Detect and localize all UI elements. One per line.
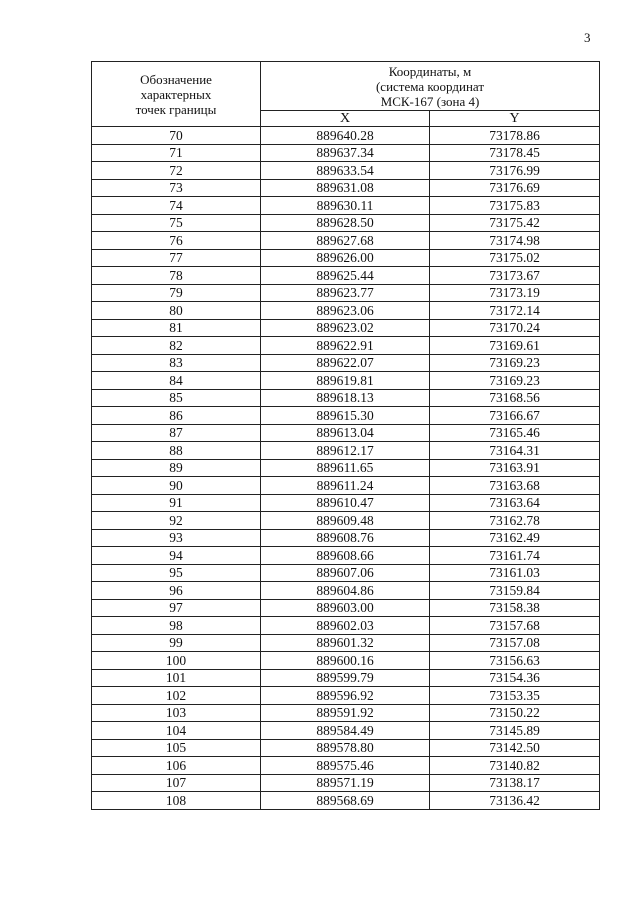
point-number-cell: 85 xyxy=(92,389,261,407)
header-coords-line1: Координаты, м xyxy=(388,63,472,79)
coordinates-table xyxy=(91,61,600,810)
y-coordinate-cell: 73159.84 xyxy=(430,582,600,600)
table-row xyxy=(92,722,600,740)
y-coordinate-cell: 73156.63 xyxy=(430,652,600,670)
table-row xyxy=(92,652,600,670)
table-row xyxy=(92,424,600,442)
x-coordinate-cell: 889637.34 xyxy=(261,144,430,162)
y-coordinate-cell: 73163.91 xyxy=(430,459,600,477)
y-coordinate-cell: 73172.14 xyxy=(430,302,600,320)
point-number-cell: 100 xyxy=(92,652,261,670)
y-coordinate-cell: 73169.23 xyxy=(430,372,600,390)
y-coordinate-cell: 73175.02 xyxy=(430,249,600,267)
table-row xyxy=(92,127,600,145)
table-row xyxy=(92,512,600,530)
table-row xyxy=(92,284,600,302)
y-coordinate-cell: 73161.74 xyxy=(430,547,600,565)
point-number-cell: 70 xyxy=(92,127,261,145)
table-row xyxy=(92,477,600,495)
table-row xyxy=(92,197,600,215)
point-number-cell: 88 xyxy=(92,442,261,460)
y-coordinate-cell: 73140.82 xyxy=(430,757,600,775)
x-coordinate-cell: 889611.24 xyxy=(261,477,430,495)
point-number-cell: 73 xyxy=(92,179,261,197)
point-number-cell: 71 xyxy=(92,144,261,162)
x-coordinate-cell: 889608.66 xyxy=(261,547,430,565)
y-coordinate-cell: 73178.45 xyxy=(430,144,600,162)
point-number-cell: 93 xyxy=(92,529,261,547)
table-row xyxy=(92,179,600,197)
header-coordinates xyxy=(261,62,600,111)
point-number-cell: 76 xyxy=(92,232,261,250)
y-coordinate-cell: 73169.23 xyxy=(430,354,600,372)
y-coordinate-cell: 73136.42 xyxy=(430,792,600,810)
table-row xyxy=(92,214,600,232)
x-coordinate-cell: 889602.03 xyxy=(261,617,430,635)
point-number-cell: 86 xyxy=(92,407,261,425)
table-row xyxy=(92,144,600,162)
y-coordinate-cell: 73157.68 xyxy=(430,617,600,635)
x-coordinate-cell: 889578.80 xyxy=(261,739,430,757)
table-row xyxy=(92,162,600,180)
table-row xyxy=(92,582,600,600)
header-coords-line3: МСК-167 (зона 4) xyxy=(380,93,480,109)
table-row xyxy=(92,337,600,355)
table-row xyxy=(92,617,600,635)
y-coordinate-cell: 73163.68 xyxy=(430,477,600,495)
x-coordinate-cell: 889615.30 xyxy=(261,407,430,425)
x-coordinate-cell: 889591.92 xyxy=(261,704,430,722)
x-coordinate-cell: 889608.76 xyxy=(261,529,430,547)
x-coordinate-cell: 889625.44 xyxy=(261,267,430,285)
table-row xyxy=(92,459,600,477)
x-coordinate-cell: 889575.46 xyxy=(261,757,430,775)
point-number-cell: 99 xyxy=(92,634,261,652)
point-number-cell: 77 xyxy=(92,249,261,267)
point-number-cell: 74 xyxy=(92,197,261,215)
y-coordinate-cell: 73174.98 xyxy=(430,232,600,250)
table-header-row xyxy=(92,62,600,111)
y-coordinate-cell: 73168.56 xyxy=(430,389,600,407)
y-coordinate-cell: 73153.35 xyxy=(430,687,600,705)
point-number-cell: 106 xyxy=(92,757,261,775)
x-coordinate-cell: 889584.49 xyxy=(261,722,430,740)
point-number-cell: 102 xyxy=(92,687,261,705)
table-row xyxy=(92,792,600,810)
point-number-cell: 72 xyxy=(92,162,261,180)
x-coordinate-cell: 889609.48 xyxy=(261,512,430,530)
point-number-cell: 95 xyxy=(92,564,261,582)
x-coordinate-cell: 889627.68 xyxy=(261,232,430,250)
x-coordinate-cell: 889603.00 xyxy=(261,599,430,617)
table-row xyxy=(92,232,600,250)
x-coordinate-cell: 889568.69 xyxy=(261,792,430,810)
x-coordinate-cell: 889604.86 xyxy=(261,582,430,600)
table-row xyxy=(92,267,600,285)
y-coordinate-cell: 73150.22 xyxy=(430,704,600,722)
point-number-cell: 90 xyxy=(92,477,261,495)
point-number-cell: 92 xyxy=(92,512,261,530)
y-coordinate-cell: 73162.78 xyxy=(430,512,600,530)
x-coordinate-cell: 889618.13 xyxy=(261,389,430,407)
y-coordinate-cell: 73164.31 xyxy=(430,442,600,460)
header-y: Y xyxy=(430,111,600,127)
point-number-cell: 83 xyxy=(92,354,261,372)
point-number-cell: 79 xyxy=(92,284,261,302)
x-coordinate-cell: 889630.11 xyxy=(261,197,430,215)
table-row xyxy=(92,529,600,547)
table-row xyxy=(92,302,600,320)
x-coordinate-cell: 889633.54 xyxy=(261,162,430,180)
x-coordinate-cell: 889613.04 xyxy=(261,424,430,442)
table-row xyxy=(92,757,600,775)
table-row xyxy=(92,494,600,512)
point-number-cell: 89 xyxy=(92,459,261,477)
y-coordinate-cell: 73138.17 xyxy=(430,774,600,792)
table-row xyxy=(92,739,600,757)
point-number-cell: 81 xyxy=(92,319,261,337)
y-coordinate-cell: 73154.36 xyxy=(430,669,600,687)
x-coordinate-cell: 889612.17 xyxy=(261,442,430,460)
table-row xyxy=(92,704,600,722)
point-number-cell: 101 xyxy=(92,669,261,687)
table-row xyxy=(92,249,600,267)
x-coordinate-cell: 889600.16 xyxy=(261,652,430,670)
table-row xyxy=(92,634,600,652)
x-coordinate-cell: 889610.47 xyxy=(261,494,430,512)
y-coordinate-cell: 73176.99 xyxy=(430,162,600,180)
table-row xyxy=(92,564,600,582)
point-number-cell: 97 xyxy=(92,599,261,617)
table-row xyxy=(92,599,600,617)
y-coordinate-cell: 73173.67 xyxy=(430,267,600,285)
header-points-line3: точек границы xyxy=(135,101,217,117)
header-points xyxy=(92,62,261,127)
y-coordinate-cell: 73142.50 xyxy=(430,739,600,757)
x-coordinate-cell: 889626.00 xyxy=(261,249,430,267)
y-coordinate-cell: 73175.42 xyxy=(430,214,600,232)
x-coordinate-cell: 889607.06 xyxy=(261,564,430,582)
point-number-cell: 98 xyxy=(92,617,261,635)
x-coordinate-cell: 889640.28 xyxy=(261,127,430,145)
x-coordinate-cell: 889623.77 xyxy=(261,284,430,302)
point-number-cell: 78 xyxy=(92,267,261,285)
y-coordinate-cell: 73166.67 xyxy=(430,407,600,425)
x-coordinate-cell: 889623.06 xyxy=(261,302,430,320)
point-number-cell: 103 xyxy=(92,704,261,722)
table-row xyxy=(92,389,600,407)
x-coordinate-cell: 889599.79 xyxy=(261,669,430,687)
header-coords-line2: (система координат xyxy=(375,78,485,94)
x-coordinate-cell: 889596.92 xyxy=(261,687,430,705)
point-number-cell: 108 xyxy=(92,792,261,810)
point-number-cell: 94 xyxy=(92,547,261,565)
x-coordinate-cell: 889601.32 xyxy=(261,634,430,652)
y-coordinate-cell: 73170.24 xyxy=(430,319,600,337)
point-number-cell: 104 xyxy=(92,722,261,740)
table-row xyxy=(92,372,600,390)
y-coordinate-cell: 73161.03 xyxy=(430,564,600,582)
x-coordinate-cell: 889622.91 xyxy=(261,337,430,355)
point-number-cell: 82 xyxy=(92,337,261,355)
x-coordinate-cell: 889619.81 xyxy=(261,372,430,390)
y-coordinate-cell: 73176.69 xyxy=(430,179,600,197)
y-coordinate-cell: 73175.83 xyxy=(430,197,600,215)
y-coordinate-cell: 73162.49 xyxy=(430,529,600,547)
y-coordinate-cell: 73145.89 xyxy=(430,722,600,740)
y-coordinate-cell: 73173.19 xyxy=(430,284,600,302)
x-coordinate-cell: 889631.08 xyxy=(261,179,430,197)
table-body xyxy=(92,127,600,810)
y-coordinate-cell: 73169.61 xyxy=(430,337,600,355)
y-coordinate-cell: 73158.38 xyxy=(430,599,600,617)
x-coordinate-cell: 889622.07 xyxy=(261,354,430,372)
x-coordinate-cell: 889623.02 xyxy=(261,319,430,337)
x-coordinate-cell: 889611.65 xyxy=(261,459,430,477)
y-coordinate-cell: 73165.46 xyxy=(430,424,600,442)
x-coordinate-cell: 889571.19 xyxy=(261,774,430,792)
page-number: 3 xyxy=(584,30,591,45)
point-number-cell: 87 xyxy=(92,424,261,442)
point-number-cell: 107 xyxy=(92,774,261,792)
header-points-line2: характерных xyxy=(140,86,212,102)
header-x: X xyxy=(261,111,430,127)
table-row xyxy=(92,669,600,687)
table-row xyxy=(92,442,600,460)
point-number-cell: 80 xyxy=(92,302,261,320)
table-row xyxy=(92,354,600,372)
table-row xyxy=(92,407,600,425)
header-points-line1: Обозначение xyxy=(140,71,212,87)
point-number-cell: 105 xyxy=(92,739,261,757)
point-number-cell: 75 xyxy=(92,214,261,232)
x-coordinate-cell: 889628.50 xyxy=(261,214,430,232)
point-number-cell: 91 xyxy=(92,494,261,512)
point-number-cell: 96 xyxy=(92,582,261,600)
table-row xyxy=(92,687,600,705)
y-coordinate-cell: 73163.64 xyxy=(430,494,600,512)
y-coordinate-cell: 73157.08 xyxy=(430,634,600,652)
table-row xyxy=(92,319,600,337)
table-row xyxy=(92,774,600,792)
y-coordinate-cell: 73178.86 xyxy=(430,127,600,145)
table-row xyxy=(92,547,600,565)
point-number-cell: 84 xyxy=(92,372,261,390)
